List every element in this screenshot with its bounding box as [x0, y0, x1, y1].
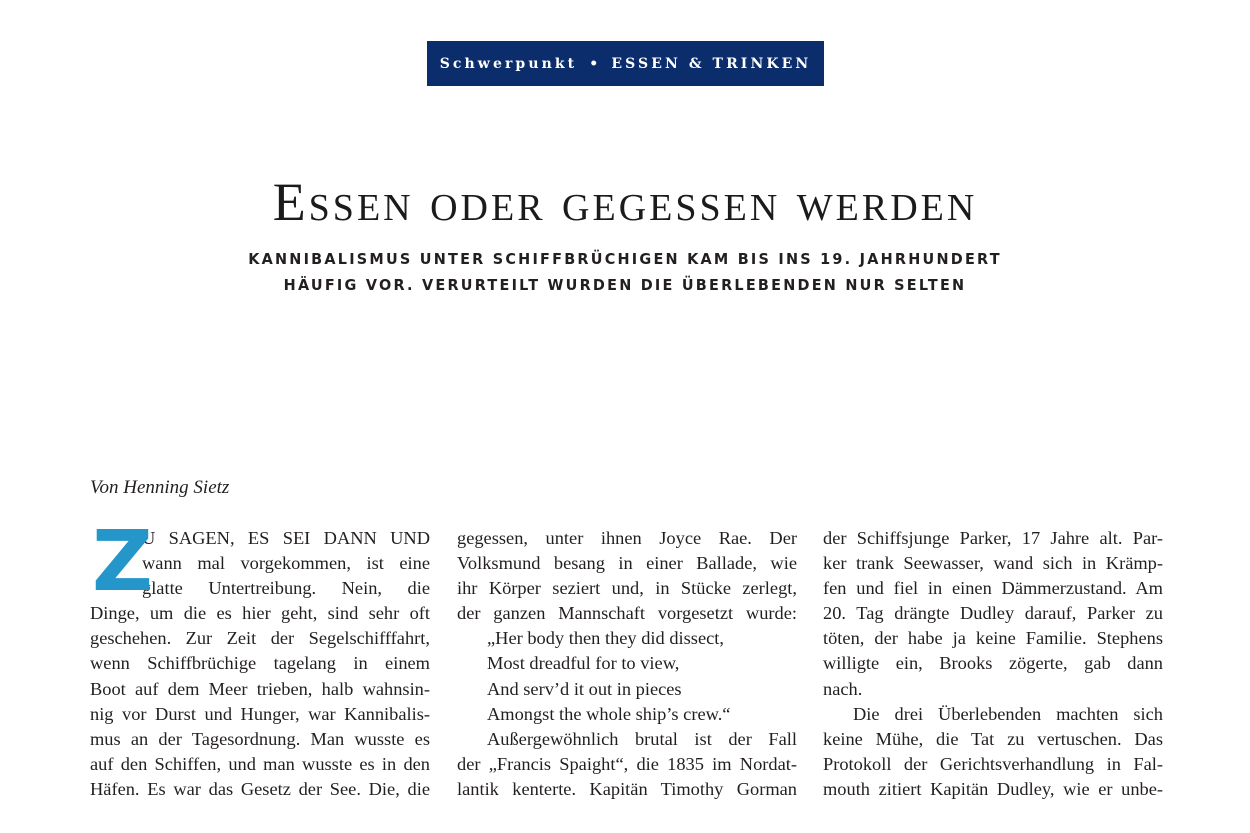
body-line: nig vor Durst und Hunger, war Kannibalis-	[90, 703, 430, 724]
dek-line: KANNIBALISMUS UNTER SCHIFFBRÜCHIGEN KAM BIS INS 19. JAHRHUNDERT	[248, 250, 1002, 268]
body-line: U SAGEN, ES SEI DANN UND	[142, 528, 430, 548]
body-line: Die drei Überlebenden machten sich	[853, 703, 1163, 724]
body-line: auf den Schiffen, und man wusste es in den	[90, 753, 430, 774]
article-headline: Essen oder gegessen werden	[272, 172, 978, 232]
section-label: Schwerpunkt	[439, 55, 578, 72]
body-line: der „Francis Spaight“, die 1835 im Nordat-	[457, 753, 797, 774]
body-line: Außergewöhnlich brutal ist der Fall	[487, 728, 797, 749]
body-line: töten, der habe ja keine Familie. Stephens	[823, 628, 1163, 649]
banner-separator: •	[589, 55, 602, 72]
body-line: geschehen. Zur Zeit der Segelschifffahrt,	[90, 628, 430, 649]
body-line: der ganzen Mannschaft vorgesetzt wurde:	[457, 603, 797, 624]
verse-line: Amongst the whole ship’s crew.“	[487, 703, 731, 724]
body-line: glatte Untertreibung. Nein, die	[142, 578, 430, 599]
body-line: Protokoll der Gerichtsverhandlung in Fal-	[823, 753, 1163, 774]
drop-cap: Z	[92, 512, 153, 610]
byline: Von Henning Sietz	[90, 477, 230, 498]
verse-line: And serv’d it out in pieces	[487, 678, 682, 699]
section-banner	[427, 41, 824, 86]
body-line: mus an der Tagesordnung. Man wusste es	[90, 728, 430, 749]
body-line: ker trank Seewasser, wand sich in Krämp-	[823, 553, 1163, 574]
body-line: der Schiffsjunge Parker, 17 Jahre alt. Par-	[823, 528, 1163, 548]
article-body	[90, 512, 1165, 806]
body-line: Volksmund besang in einer Ballade, wie	[457, 553, 797, 574]
body-line: ihr Körper seziert und, in Stücke zerlegt,	[457, 578, 797, 599]
body-line: Häfen. Es war das Gesetz der See. Die, die	[90, 778, 430, 799]
column-2	[457, 526, 797, 802]
article-dek	[44, 246, 1207, 298]
body-line: mouth zitiert Kapitän Dudley, wie er unbe-	[823, 778, 1163, 799]
body-line: Boot auf dem Meer trieben, halb wahnsin-	[90, 678, 430, 699]
body-line: fen und fiel in einen Dämmerzustand. Am	[823, 578, 1163, 599]
column-3	[823, 526, 1163, 802]
verse-line: „Her body then they did dissect,	[487, 628, 724, 649]
body-line: keine Mühe, die Tat zu vertuschen. Das	[823, 728, 1163, 749]
body-line: wann mal vorgekommen, ist eine	[142, 553, 430, 574]
body-line: wenn Schiffbrüchige tagelang in einem	[90, 653, 430, 674]
body-line: Dinge, um die es hier geht, sind sehr oft	[90, 603, 430, 624]
verse-line: Most dreadful for to view,	[487, 653, 680, 674]
body-line: gegessen, unter ihnen Joyce Rae. Der	[457, 528, 797, 548]
body-line: nach.	[823, 678, 863, 699]
body-line: 20. Tag drängte Dudley darauf, Parker zu	[823, 603, 1163, 624]
topic-label: ESSEN & TRINKEN	[611, 55, 812, 72]
dek-line: HÄUFIG VOR. VERURTEILT WURDEN DIE ÜBERLEBENDEN NUR SELTEN	[283, 276, 967, 294]
body-line: willigte ein, Brooks zögerte, gab dann	[823, 653, 1163, 674]
column-1	[90, 512, 430, 802]
body-line: lantik kenterte. Kapitän Timothy Gorman	[457, 778, 797, 799]
clipped-next-line	[90, 826, 1165, 833]
